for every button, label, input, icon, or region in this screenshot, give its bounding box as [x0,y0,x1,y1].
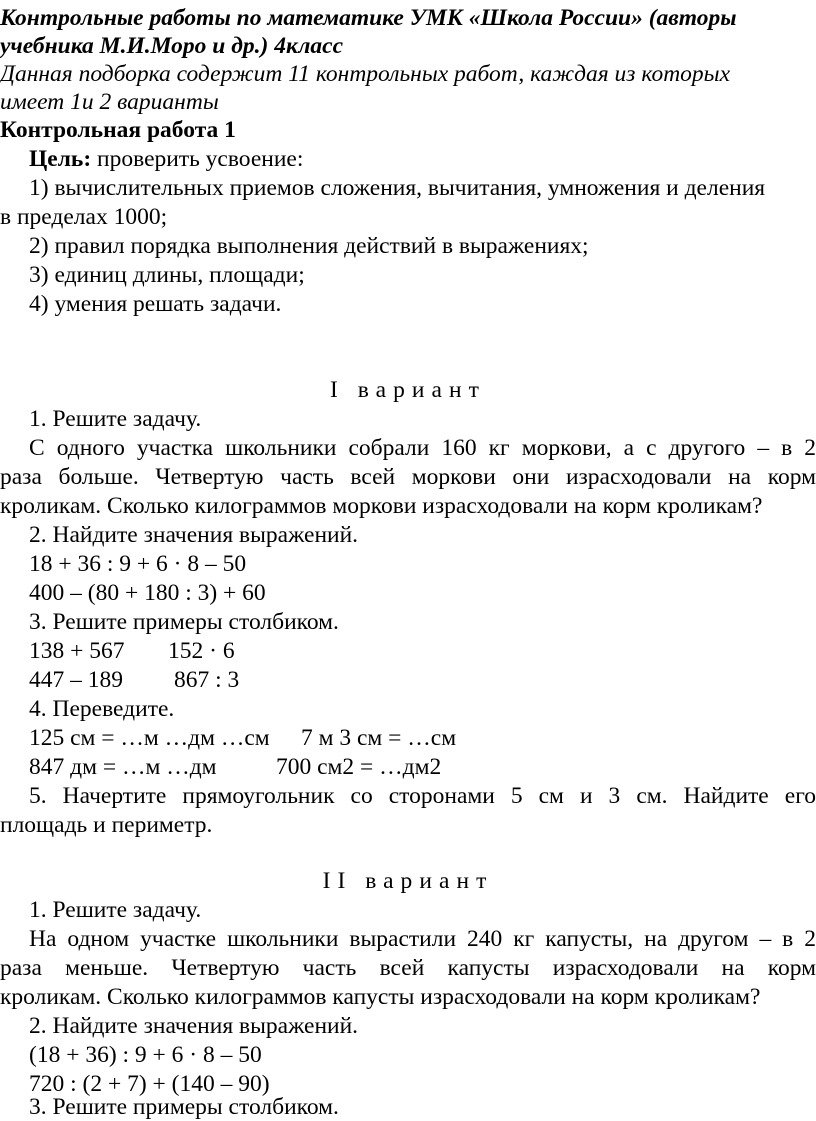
work-title: Контрольная работа 1 [0,117,236,143]
v2-expression: (18 + 36) : 9 + 6 · 8 – 50 [29,1042,262,1068]
v1-task5-text-line: площадь и периметр. [0,812,213,838]
doc-subtitle-line-2: имеет 1и 2 варианты [0,89,219,115]
v2-task3-title: 3. Решите примеры столбиком. [29,1094,339,1120]
v1-task5-text-line: 5. Начертите прямоугольник со сторонами 5 см и 3 см. Найдите его [29,783,816,809]
v2-task1-title: 1. Решите задачу. [29,897,202,923]
v1-task4-title: 4. Переведите. [29,696,175,722]
goal-item: 2) правил порядка выполнения действий в выражениях; [29,233,589,259]
variant-2-heading: II вариант [322,868,494,894]
v1-task2-title: 2. Найдите значения выражений. [29,522,359,548]
v2-task1-text-line: кроликам. Сколько килограммов капусты израсходовали на корм кроликам? [0,984,761,1010]
v1-task1-text-line: раза больше. Четвертую часть всей моркови они израсходовали на корм [0,464,816,490]
goal-text: проверить усвоение: [91,146,304,172]
v2-task1-text-line: раза меньше. Четвертую часть всей капусты израсходовали на корм [0,955,816,981]
doc-title-line-1: Контрольные работы по математике УМК «Школа России» (авторы [0,5,737,31]
v1-column-example: 867 : 3 [174,667,240,693]
goal-item: 3) единиц длины, площади; [29,262,305,288]
v1-task1-text-line: С одного участка школьники собрали 160 кг моркови, а с другого – в 2 [29,435,816,461]
doc-title-line-2: учебника М.И.Моро и др.) 4класс [0,33,344,59]
v1-column-example-row [29,637,235,665]
v1-conversion: 700 см2 = …дм2 [276,754,442,780]
v2-expression: 720 : (2 + 7) + (140 – 90) [29,1071,270,1097]
v1-column-example: 138 + 567 [29,638,125,664]
v1-task3-title: 3. Решите примеры столбиком. [29,609,339,635]
v1-conversion: 125 см = …м …дм …см [29,725,270,751]
goal-item: 4) умения решать задачи. [29,291,282,317]
v1-expression: 400 – (80 + 180 : 3) + 60 [29,580,266,606]
goal-line [29,145,303,173]
v2-task2-title: 2. Найдите значения выражений. [29,1013,359,1039]
v1-column-example-row [29,666,239,694]
v1-column-example: 447 – 189 [29,667,123,693]
v1-task1-title: 1. Решите задачу. [29,406,202,432]
variant-1-heading: I вариант [330,377,486,403]
goal-item-continued: в пределах 1000; [0,204,168,230]
v1-expression: 18 + 36 : 9 + 6 · 8 – 50 [29,551,247,577]
goal-label: Цель: [29,146,92,172]
v1-conversion-row [29,753,441,781]
v1-task1-text-line: кроликам. Сколько килограммов моркови израсходовали на корм кроликам? [0,493,763,519]
v1-column-example: 152 · 6 [168,638,235,664]
v2-task1-text-line: На одном участке школьники вырастили 240 кг капусты, на другом – в 2 [29,926,816,952]
doc-subtitle-line-1: Данная подборка содержит 11 контрольных работ, каждая из которых [0,61,731,87]
v1-conversion-row [29,724,456,752]
goal-item: 1) вычислительных приемов сложения, вычитания, умножения и деления [29,175,766,201]
v1-conversion: 7 м 3 см = …см [301,725,457,751]
v1-conversion: 847 дм = …м …дм [29,754,217,780]
